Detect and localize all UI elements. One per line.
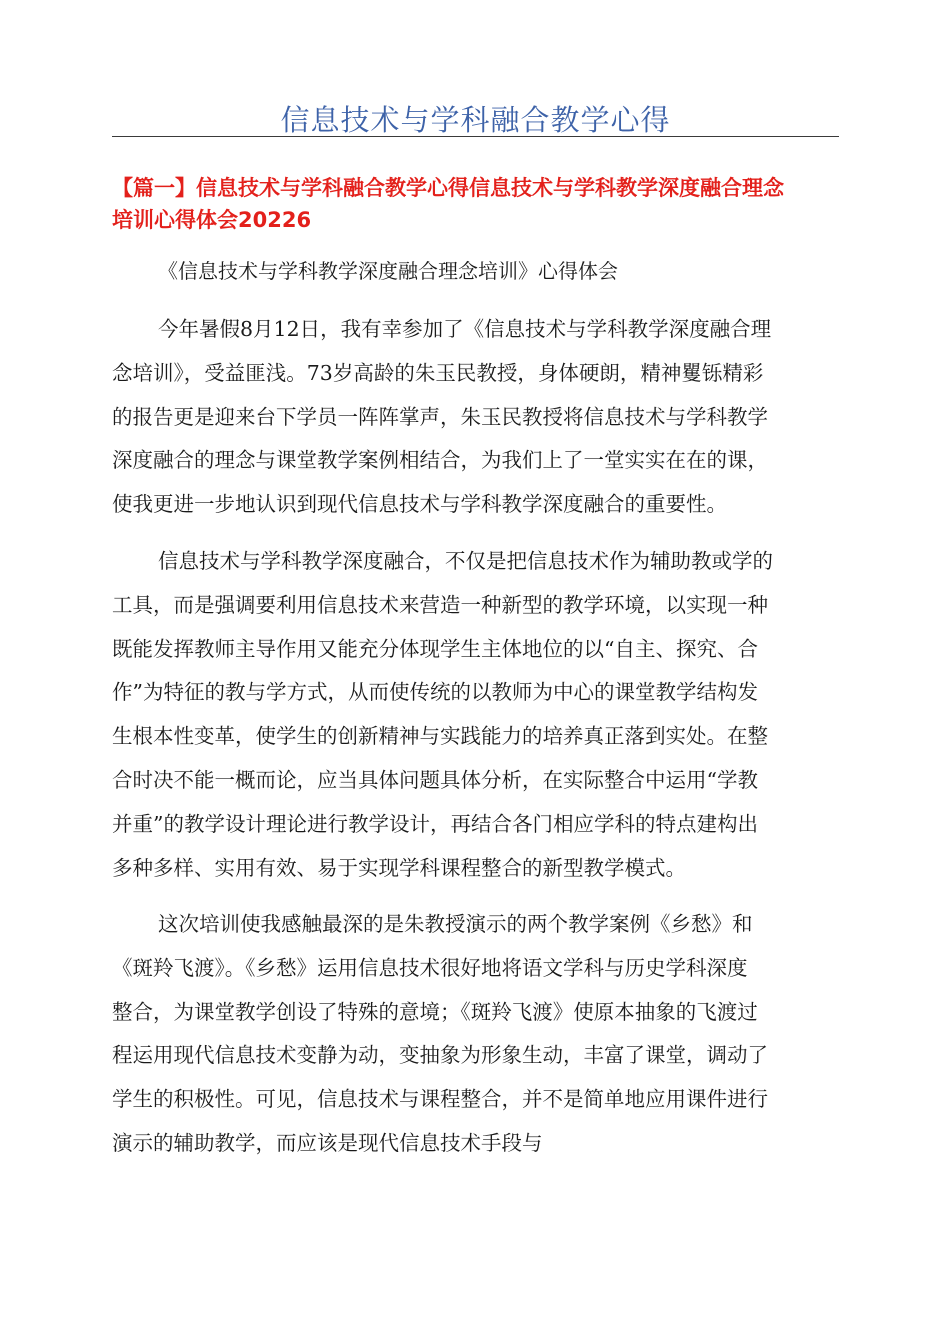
paragraph-line: 学生的积极性。可见，信息技术与课程整合，并不是简单地应用课件进行 [112,1087,768,1112]
paragraph-line: 使我更进一步地认识到现代信息技术与学科教学深度融合的重要性。 [112,492,727,517]
paragraph-line: 并重”的教学设计理论进行教学设计，再结合各门相应学科的特点建构出 [112,811,758,836]
paragraph-line: 生根本性变革，使学生的创新精神与实践能力的培养真正落到实处。在整 [112,724,768,749]
paragraph-line: 整合，为课堂教学创设了特殊的意境；《斑羚飞渡》使原本抽象的飞渡过 [112,999,758,1024]
essay-subtitle: 《信息技术与学科教学深度融合理念培训》心得体会 [158,259,618,283]
paragraph-line: 作”为特征的教与学方式，从而使传统的以教师为中心的课堂教学结构发 [112,680,758,705]
paragraph-line: 信息技术与学科教学深度融合，不仅是把信息技术作为辅助教或学的 [158,549,773,573]
paragraph-line: 念培训》，受益匪浅。73岁高龄的朱玉民教授，身体硬朗，精神矍铄精彩 [112,360,764,385]
body-paragraph-2 [112,540,852,890]
paragraph-line: 这次培训使我感触最深的是朱教授演示的两个教学案例《乡愁》和 [158,912,753,936]
paragraph-line: 《斑羚飞渡》。《乡愁》运用信息技术很好地将语文学科与历史学科深度 [112,955,748,980]
paragraph-line: 深度融合的理念与课堂教学案例相结合，为我们上了一堂实实在在的课， [112,448,768,473]
paragraph-line: 演示的辅助教学，而应该是现代信息技术手段与 [112,1130,543,1155]
paragraph-line: 多种多样、实用有效、易于实现学科课程整合的新型教学模式。 [112,855,686,880]
paragraph-line: 合时决不能一概而论，应当具体问题具体分析，在实际整合中运用“学教 [112,767,758,792]
paragraph-line: 工具，而是强调要利用信息技术来营造一种新型的教学环境，以实现一种 [112,592,768,617]
body-paragraph-1 [112,308,852,527]
document-title: 信息技术与学科融合教学心得 [280,103,671,137]
paragraph-line: 今年暑假8月12日，我有幸参加了《信息技术与学科教学深度融合理 [158,317,772,341]
section-heading [112,172,852,236]
section-heading-line: 培训心得体会20226 [112,208,312,232]
paragraph-line: 程运用现代信息技术变静为动，变抽象为形象生动，丰富了课堂，调动了 [112,1043,768,1068]
title-underline-rule [112,136,839,137]
paragraph-line: 既能发挥教师主导作用又能充分体现学生主体地位的以“自主、探究、合 [112,636,758,661]
paragraph-line: 的报告更是迎来台下学员一阵阵掌声，朱玉民教授将信息技术与学科教学 [112,404,768,429]
section-heading-line: 【篇一】信息技术与学科融合教学心得信息技术与学科教学深度融合理念 [112,176,784,200]
body-paragraph-3 [112,903,852,1166]
